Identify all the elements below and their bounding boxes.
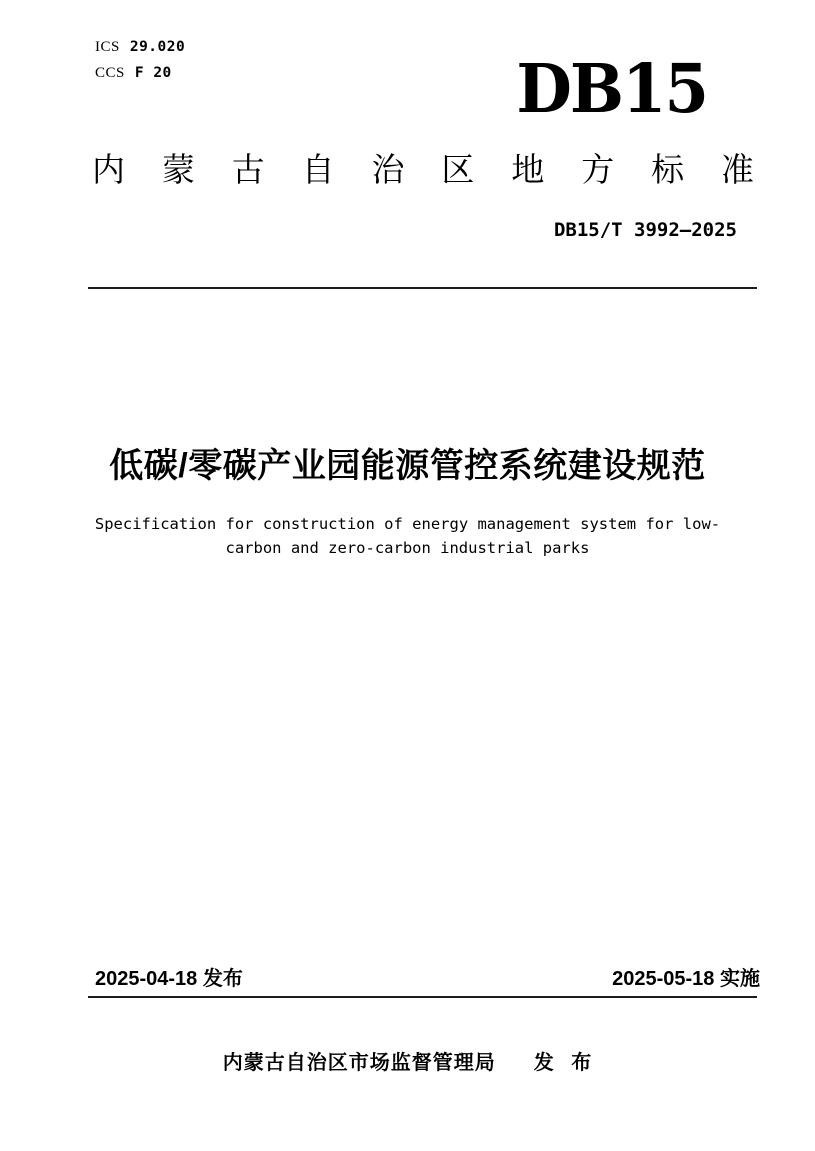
- ics-value: 29.020: [129, 39, 186, 55]
- classification-codes: [95, 34, 185, 86]
- title-english-line2: carbon and zero-carbon industrial parks: [225, 539, 590, 557]
- standard-category-heading: 内 蒙 古 自 治 区 地 方 标 准: [92, 151, 754, 188]
- issued-date: 2025-04-18 发布: [95, 968, 243, 990]
- ccs-code-row: [95, 60, 185, 86]
- ics-code-row: [95, 34, 185, 60]
- ccs-value: F 20: [134, 65, 172, 81]
- standard-code: DB15/T 3992—2025: [553, 219, 737, 241]
- title-english: [0, 512, 815, 560]
- bottom-divider-line: [88, 996, 757, 998]
- top-divider-line: [88, 287, 757, 289]
- dates-row: [95, 962, 760, 991]
- title-english-line1: Specification for construction of energy management system for low-: [94, 515, 721, 533]
- publish-action-label: 发 布: [533, 1052, 593, 1074]
- publisher-row: [0, 1046, 815, 1075]
- ics-label: ICS: [95, 39, 120, 55]
- db15-logo: DB15: [516, 50, 707, 129]
- title-chinese: 低碳/零碳产业园能源管控系统建设规范: [109, 447, 706, 485]
- implemented-date: 2025-05-18 实施: [612, 968, 760, 990]
- ccs-label: CCS: [95, 65, 125, 81]
- publisher-name: 内蒙古自治区市场监督管理局: [222, 1052, 496, 1074]
